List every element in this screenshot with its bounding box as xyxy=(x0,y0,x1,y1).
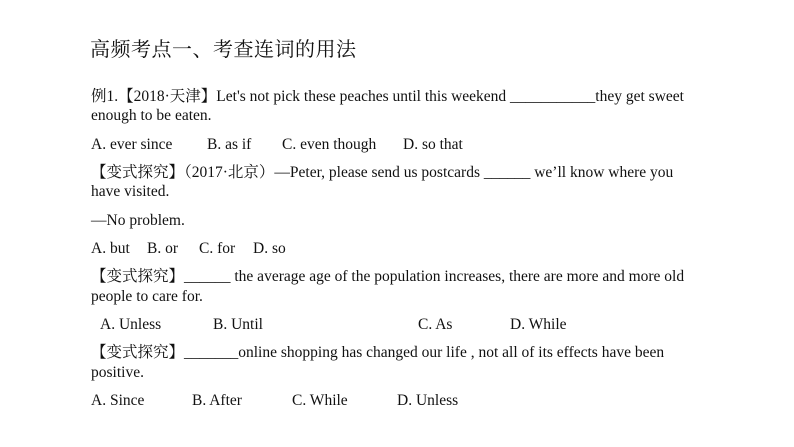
option-c: C. While xyxy=(292,392,348,409)
option-c: C. even though xyxy=(282,136,377,153)
option-b: B. Until xyxy=(213,316,263,333)
option-a: A. Unless xyxy=(100,316,162,333)
option-a: A. ever since xyxy=(91,136,173,153)
option-d: D. Unless xyxy=(397,392,459,409)
example1-question-line1: 例1.【2018·天津】Let's not pick these peaches until this weekend ___________they get sweet xyxy=(91,88,684,105)
option-c: C. for xyxy=(199,240,236,257)
variant1-question-line2: have visited. xyxy=(91,183,170,200)
section-title: 高频考点一、考查连词的用法 xyxy=(90,37,357,61)
variant3-question-line2: positive. xyxy=(91,364,144,381)
option-d: D. While xyxy=(510,316,567,333)
example1-question-line2: enough to be eaten. xyxy=(91,107,212,124)
variant1-question-line3: —No problem. xyxy=(91,212,185,229)
option-a: A. but xyxy=(91,240,130,257)
option-b: B. or xyxy=(147,240,178,257)
option-c: C. As xyxy=(418,316,453,333)
variant2-question-line2: people to care for. xyxy=(91,288,203,305)
option-b: B. as if xyxy=(207,136,252,153)
option-d: D. so xyxy=(253,240,286,257)
option-b: B. After xyxy=(192,392,242,409)
option-d: D. so that xyxy=(403,136,463,153)
variant2-question-line1: 【变式探究】______ the average age of the population increases, there are more and more old xyxy=(91,268,685,285)
variant3-question-line1: 【变式探究】_______online shopping has changed our life , not all of its effects have been xyxy=(91,344,665,361)
option-a: A. Since xyxy=(91,392,145,409)
variant1-question-line1: 【变式探究】（2017·北京）—Peter, please send us postcards ______ we’ll know where you xyxy=(91,164,674,181)
